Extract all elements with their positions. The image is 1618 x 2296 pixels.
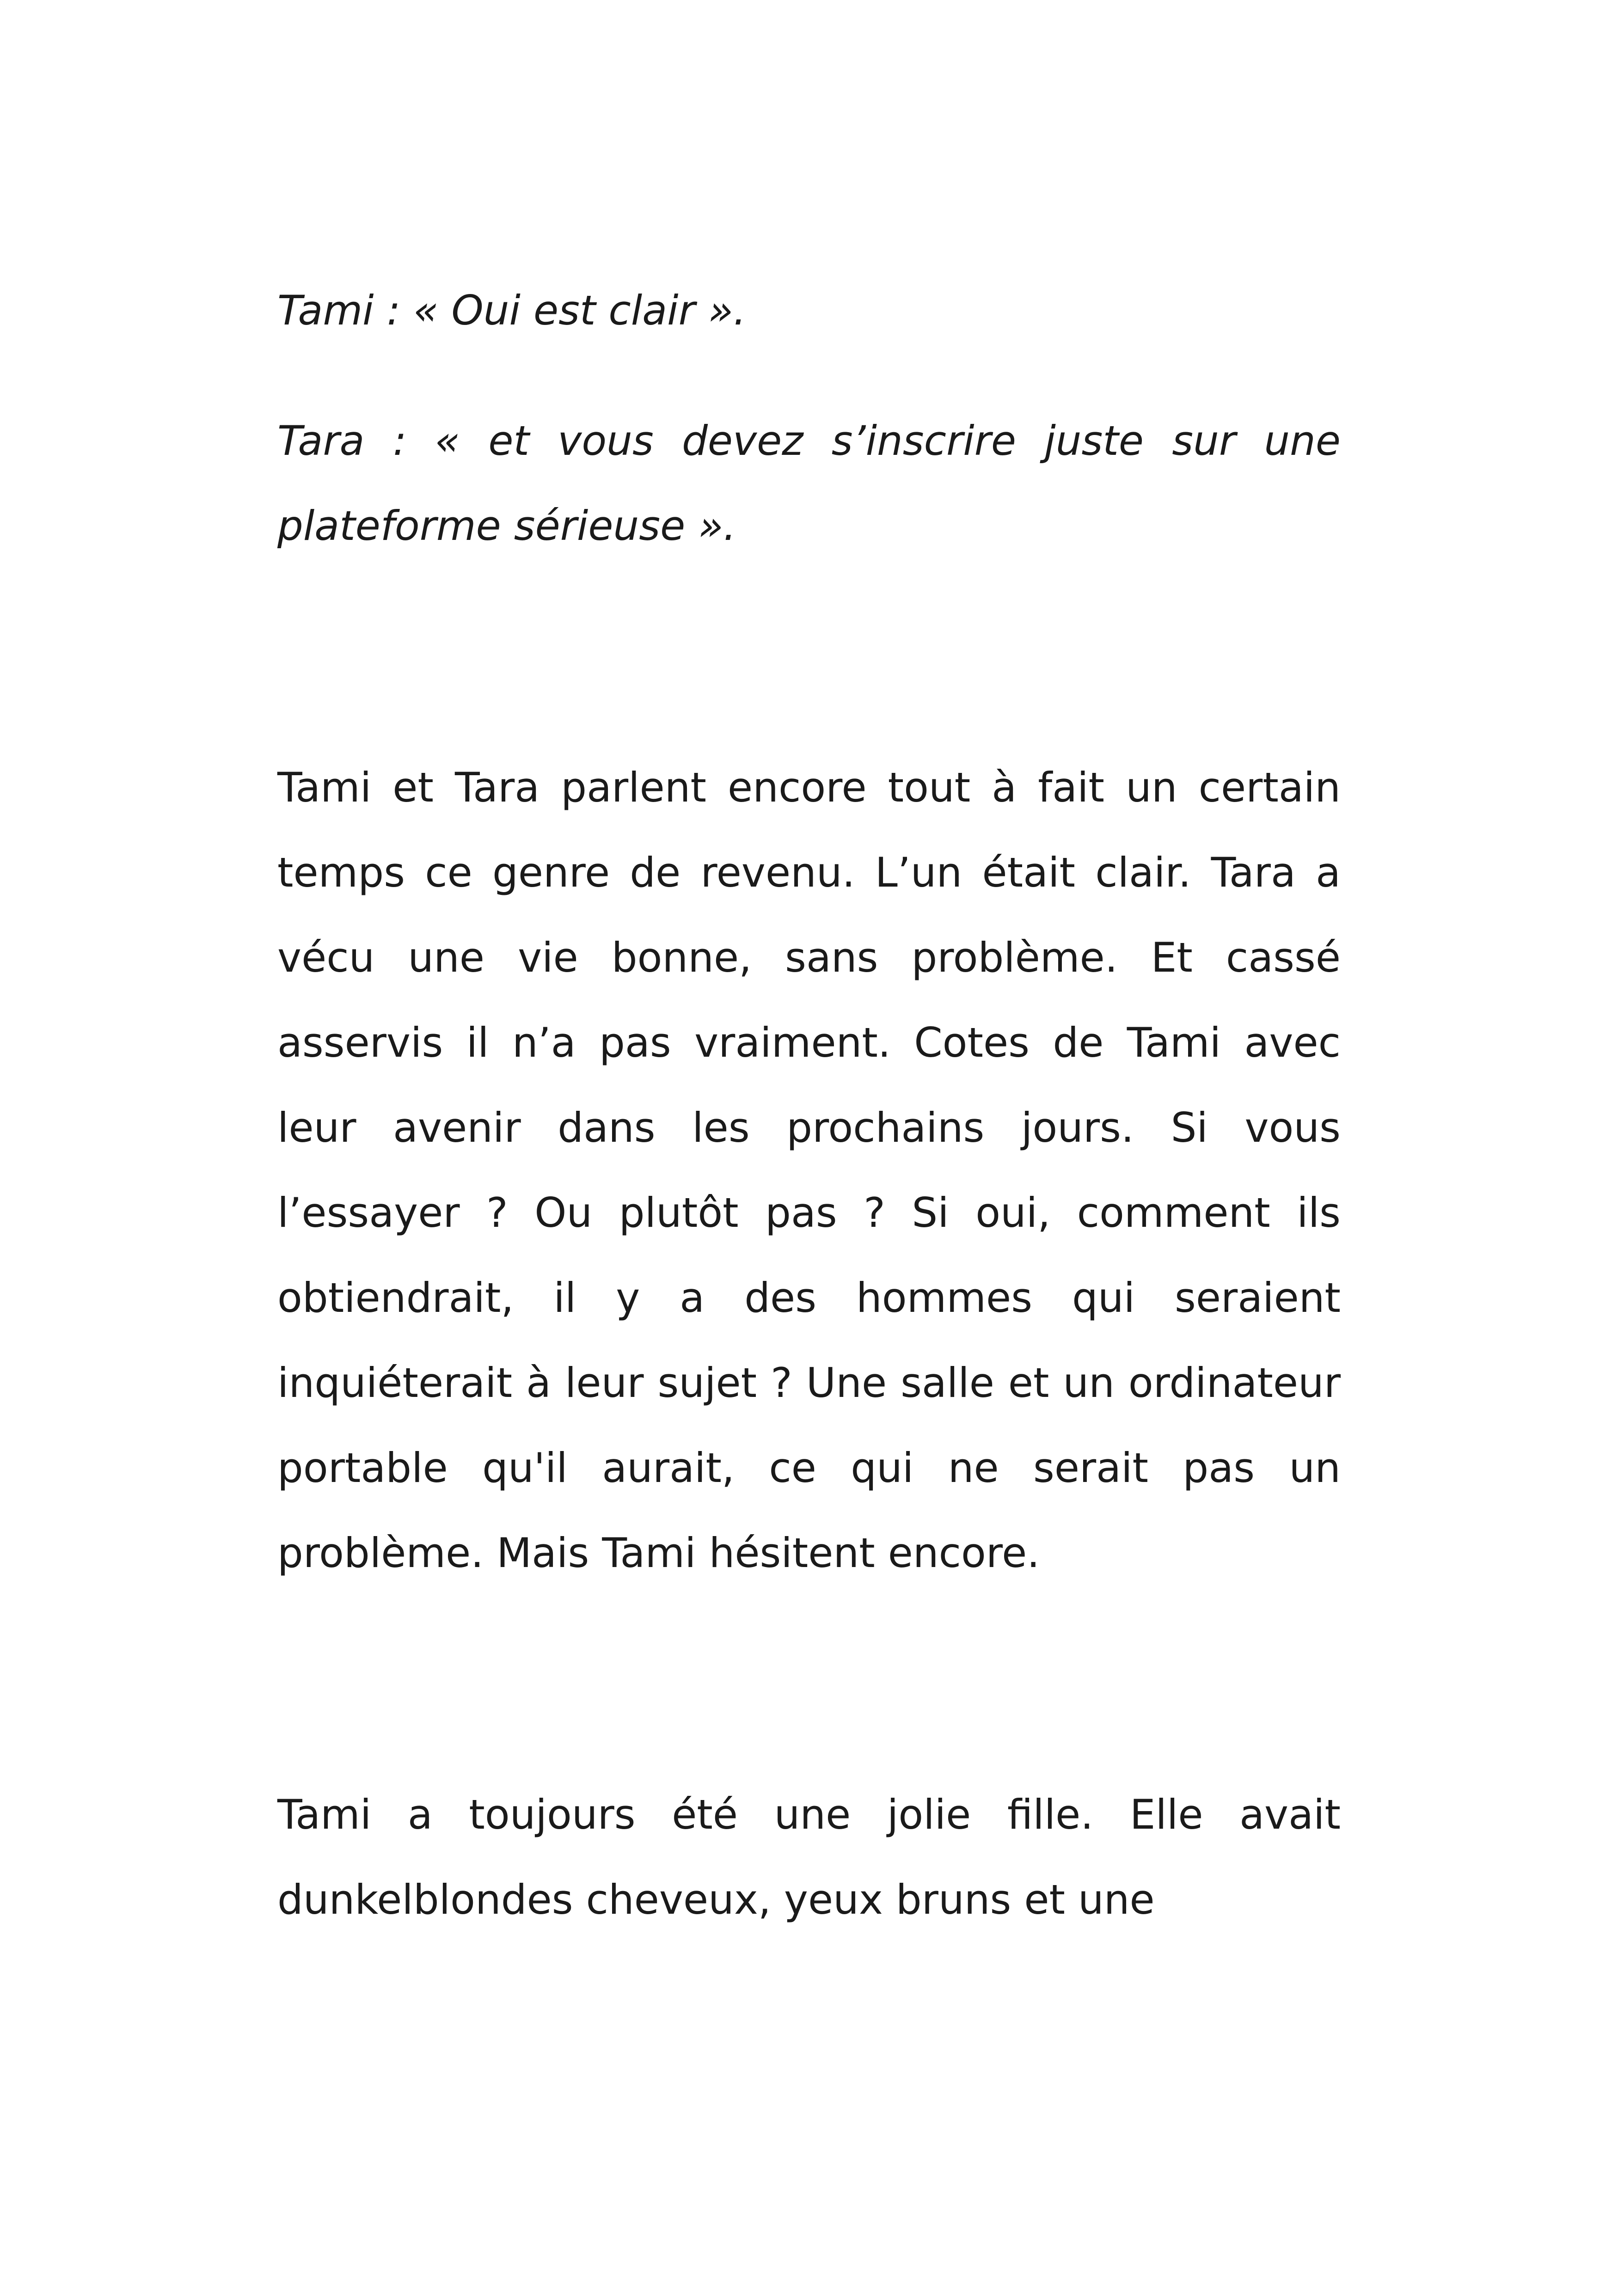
spacer <box>277 1596 1341 1772</box>
dialogue-line-tami: Tami : « Oui est clair ». <box>277 287 747 334</box>
paragraph: Tami a toujours été une jolie fille. Elle avait dunkelblondes cheveux, yeux bruns et une <box>277 1791 1341 1923</box>
paragraph: Tami et Tara parlent encore tout à fait un certain temps ce genre de revenu. L’un était clair. Tara a vécu une vie bonne, sans problème. Et cassé asservis il n’a pas vraiment. Cotes de Tami avec leur avenir dans les prochains jours. Si vous l’essayer ? Ou plutôt pas ? Si oui, comment ils obtiendrait, il y a des hommes qui seraient inquiéterait à leur sujet ? Une salle et un ordinateur portable qu'il aurait, ce qui ne serait pas un problème. Mais Tami hésitent encore. <box>277 764 1341 1577</box>
spacer <box>277 569 1341 745</box>
spacer <box>277 353 1341 398</box>
text-body <box>277 268 1341 1942</box>
dialogue-line-tara: Tara : « et vous devez s’inscrire juste sur une plateforme sérieuse ». <box>277 417 1341 550</box>
